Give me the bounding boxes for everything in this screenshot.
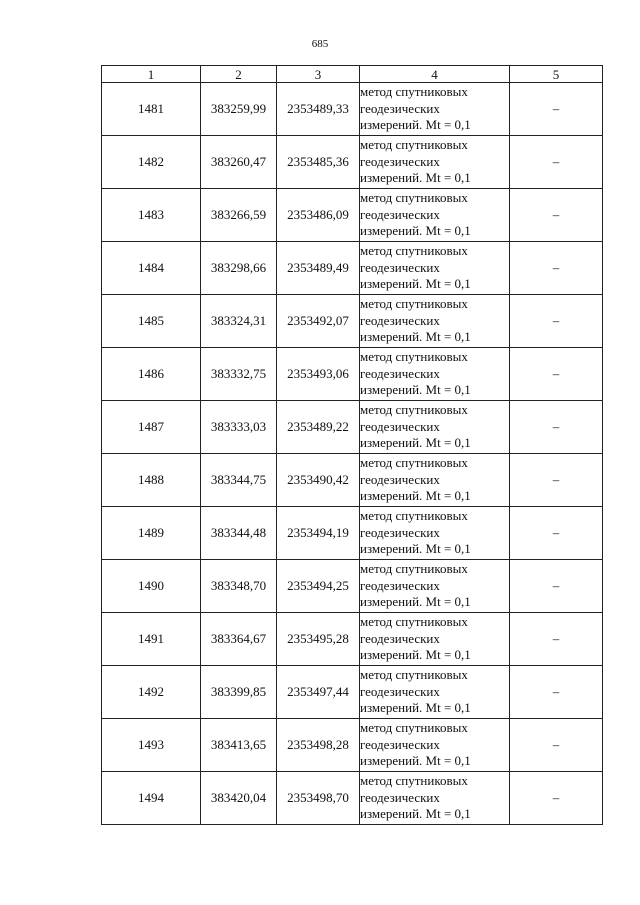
column-header-3: 3: [277, 66, 360, 83]
method-line: метод спутниковых: [360, 667, 468, 683]
note-cell: –: [510, 719, 603, 772]
method-line: измерений. Mt = 0,1: [360, 435, 471, 451]
method-line: метод спутниковых: [360, 561, 468, 577]
page-number: 685: [311, 38, 329, 50]
y-coordinate-cell: 2353494,25: [277, 560, 360, 613]
table-header: [102, 66, 603, 83]
point-number-cell: 1491: [102, 613, 201, 666]
method-line: метод спутниковых: [360, 508, 468, 524]
table-row: [102, 295, 603, 348]
table-row: [102, 401, 603, 454]
note-cell: –: [510, 560, 603, 613]
x-coordinate-cell: 383413,65: [201, 719, 277, 772]
point-number-cell: 1481: [102, 83, 201, 136]
method-line: метод спутниковых: [360, 720, 468, 736]
x-coordinate-cell: 383344,75: [201, 454, 277, 507]
point-number-cell: 1490: [102, 560, 201, 613]
method-cell: [360, 772, 510, 825]
x-coordinate-cell: 383333,03: [201, 401, 277, 454]
x-coordinate-cell: 383364,67: [201, 613, 277, 666]
method-cell: [360, 454, 510, 507]
method-line: геодезических: [360, 471, 440, 487]
table-row: [102, 348, 603, 401]
y-coordinate-cell: 2353495,28: [277, 613, 360, 666]
y-coordinate-cell: 2353489,33: [277, 83, 360, 136]
method-line: метод спутниковых: [360, 137, 468, 153]
method-line: измерений. Mt = 0,1: [360, 594, 471, 610]
method-line: геодезических: [360, 524, 440, 540]
x-coordinate-cell: 383344,48: [201, 507, 277, 560]
note-cell: –: [510, 401, 603, 454]
y-coordinate-cell: 2353498,28: [277, 719, 360, 772]
method-line: геодезических: [360, 312, 440, 328]
method-cell: [360, 666, 510, 719]
note-cell: –: [510, 189, 603, 242]
point-number-cell: 1485: [102, 295, 201, 348]
x-coordinate-cell: 383348,70: [201, 560, 277, 613]
coordinates-table: [101, 65, 603, 825]
method-line: геодезических: [360, 683, 440, 699]
method-line: геодезических: [360, 630, 440, 646]
method-line: геодезических: [360, 577, 440, 593]
method-line: геодезических: [360, 206, 440, 222]
method-line: измерений. Mt = 0,1: [360, 806, 471, 822]
method-line: измерений. Mt = 0,1: [360, 170, 471, 186]
table-row: [102, 719, 603, 772]
y-coordinate-cell: 2353486,09: [277, 189, 360, 242]
x-coordinate-cell: 383332,75: [201, 348, 277, 401]
header-row: [102, 66, 603, 83]
x-coordinate-cell: 383399,85: [201, 666, 277, 719]
table-row: [102, 613, 603, 666]
method-line: метод спутниковых: [360, 773, 468, 789]
table-row: [102, 772, 603, 825]
table-row: [102, 189, 603, 242]
y-coordinate-cell: 2353489,49: [277, 242, 360, 295]
note-cell: –: [510, 242, 603, 295]
method-line: метод спутниковых: [360, 349, 468, 365]
note-cell: –: [510, 666, 603, 719]
method-cell: [360, 401, 510, 454]
y-coordinate-cell: 2353494,19: [277, 507, 360, 560]
method-line: геодезических: [360, 259, 440, 275]
column-header-5: 5: [510, 66, 603, 83]
x-coordinate-cell: 383266,59: [201, 189, 277, 242]
method-cell: [360, 189, 510, 242]
method-cell: [360, 136, 510, 189]
x-coordinate-cell: 383259,99: [201, 83, 277, 136]
note-cell: –: [510, 136, 603, 189]
y-coordinate-cell: 2353490,42: [277, 454, 360, 507]
y-coordinate-cell: 2353489,22: [277, 401, 360, 454]
note-cell: –: [510, 348, 603, 401]
method-line: измерений. Mt = 0,1: [360, 276, 471, 292]
method-line: геодезических: [360, 365, 440, 381]
column-header-1: 1: [102, 66, 201, 83]
point-number-cell: 1486: [102, 348, 201, 401]
method-cell: [360, 507, 510, 560]
method-cell: [360, 83, 510, 136]
method-line: метод спутниковых: [360, 243, 468, 259]
method-line: метод спутниковых: [360, 614, 468, 630]
method-line: геодезических: [360, 736, 440, 752]
table-row: [102, 666, 603, 719]
method-line: измерений. Mt = 0,1: [360, 753, 471, 769]
method-line: метод спутниковых: [360, 190, 468, 206]
y-coordinate-cell: 2353497,44: [277, 666, 360, 719]
note-cell: –: [510, 83, 603, 136]
method-line: метод спутниковых: [360, 455, 468, 471]
y-coordinate-cell: 2353493,06: [277, 348, 360, 401]
method-line: геодезических: [360, 100, 440, 116]
column-header-4: 4: [360, 66, 510, 83]
point-number-cell: 1489: [102, 507, 201, 560]
method-line: измерений. Mt = 0,1: [360, 382, 471, 398]
note-cell: –: [510, 772, 603, 825]
x-coordinate-cell: 383324,31: [201, 295, 277, 348]
method-line: геодезических: [360, 789, 440, 805]
method-line: метод спутниковых: [360, 402, 468, 418]
y-coordinate-cell: 2353485,36: [277, 136, 360, 189]
method-line: измерений. Mt = 0,1: [360, 223, 471, 239]
point-number-cell: 1492: [102, 666, 201, 719]
method-cell: [360, 242, 510, 295]
note-cell: –: [510, 454, 603, 507]
table-row: [102, 507, 603, 560]
method-cell: [360, 295, 510, 348]
table-row: [102, 136, 603, 189]
method-cell: [360, 719, 510, 772]
table-body: [102, 83, 603, 825]
y-coordinate-cell: 2353492,07: [277, 295, 360, 348]
method-line: метод спутниковых: [360, 296, 468, 312]
point-number-cell: 1488: [102, 454, 201, 507]
table-row: [102, 242, 603, 295]
x-coordinate-cell: 383298,66: [201, 242, 277, 295]
note-cell: –: [510, 507, 603, 560]
method-cell: [360, 348, 510, 401]
point-number-cell: 1494: [102, 772, 201, 825]
point-number-cell: 1487: [102, 401, 201, 454]
y-coordinate-cell: 2353498,70: [277, 772, 360, 825]
method-line: измерений. Mt = 0,1: [360, 647, 471, 663]
point-number-cell: 1484: [102, 242, 201, 295]
method-cell: [360, 560, 510, 613]
table-row: [102, 454, 603, 507]
column-header-2: 2: [201, 66, 277, 83]
note-cell: –: [510, 613, 603, 666]
method-line: измерений. Mt = 0,1: [360, 488, 471, 504]
table-row: [102, 560, 603, 613]
x-coordinate-cell: 383260,47: [201, 136, 277, 189]
note-cell: –: [510, 295, 603, 348]
table-row: [102, 83, 603, 136]
method-line: геодезических: [360, 418, 440, 434]
method-cell: [360, 613, 510, 666]
method-line: измерений. Mt = 0,1: [360, 117, 471, 133]
x-coordinate-cell: 383420,04: [201, 772, 277, 825]
method-line: метод спутниковых: [360, 84, 468, 100]
method-line: измерений. Mt = 0,1: [360, 329, 471, 345]
method-line: измерений. Mt = 0,1: [360, 700, 471, 716]
point-number-cell: 1483: [102, 189, 201, 242]
method-line: измерений. Mt = 0,1: [360, 541, 471, 557]
point-number-cell: 1482: [102, 136, 201, 189]
method-line: геодезических: [360, 153, 440, 169]
point-number-cell: 1493: [102, 719, 201, 772]
